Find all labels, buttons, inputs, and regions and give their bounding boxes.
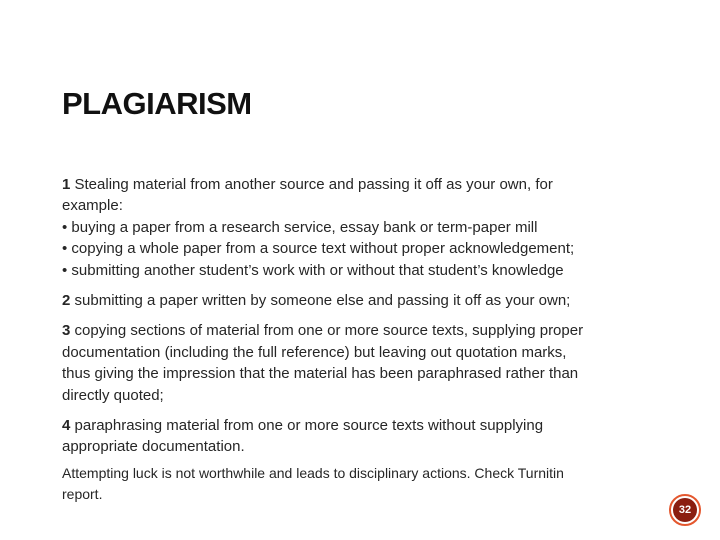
item-number: 2 bbox=[62, 292, 71, 310]
slide-title: PLAGIARISM bbox=[62, 86, 252, 121]
item-number: 1 bbox=[62, 176, 71, 193]
note-line: report. bbox=[62, 486, 103, 503]
item-text-line: thus giving the impression that the material has been paraphrased rather than bbox=[62, 365, 579, 383]
item-text-line: submitting a paper written by someone else and passing it off as your own; bbox=[70, 292, 571, 310]
item-text-line: directly quoted; bbox=[62, 386, 164, 404]
bullet-line: • copying a whole paper from a source text without proper acknowledgement; bbox=[62, 240, 575, 258]
bullet-line: • buying a paper from a research service, essay bank or term-paper mill bbox=[62, 218, 538, 236]
list-item-2 bbox=[62, 290, 672, 311]
page-number-badge bbox=[669, 494, 701, 526]
note-line: Attempting luck is not worthwhile and leads to disciplinary actions. Check Turnitin bbox=[62, 464, 564, 481]
slide-body bbox=[62, 174, 672, 515]
list-item-3 bbox=[62, 320, 672, 406]
item-text-line: Stealing material from another source and passing it off as your own, for bbox=[70, 176, 553, 193]
item-text-line: paraphrasing material from one or more source texts without supplying bbox=[70, 417, 544, 435]
item-text-line: documentation (including the full reference) but leaving out quotation marks, bbox=[62, 343, 567, 361]
bullet-line: • submitting another student’s work with or without that student’s knowledge bbox=[62, 261, 564, 279]
item-text-line: copying sections of material from one or more source texts, supplying proper bbox=[70, 322, 584, 340]
page-number: 32 bbox=[678, 504, 692, 516]
item-number: 3 bbox=[62, 322, 71, 340]
closing-note bbox=[62, 463, 672, 506]
item-text-line: example: bbox=[62, 197, 123, 215]
item-text-line: appropriate documentation. bbox=[62, 438, 245, 456]
list-item-1 bbox=[62, 174, 672, 281]
list-item-4 bbox=[62, 415, 672, 458]
item-number: 4 bbox=[62, 417, 71, 435]
